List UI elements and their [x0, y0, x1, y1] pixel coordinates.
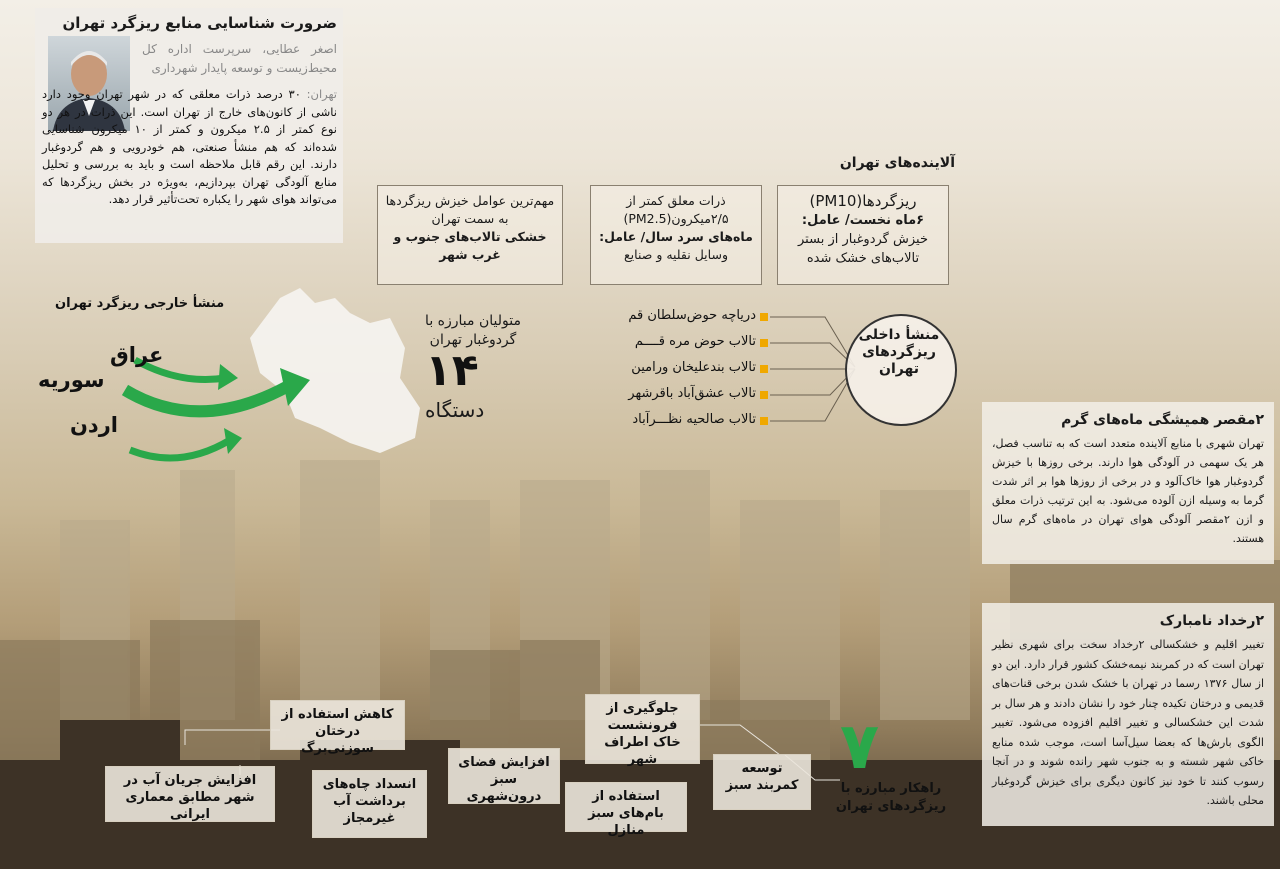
events-body: تغییر اقلیم و خشکسالی ۲رخداد سخت برای شهری نظیر تهران است که در کمربند نیمه‌خشک کشور قرار دارد. این دو از سال ۱۳۷۶ رسما در تهران با خشک شدن برخی قنات‌های قدیمی و درختان تکیده چنار خود را نشان دادند و هر سال بر شدت این خشکسالی و تغییر اقلیم افزوده می‌شود. تغییر الگوی بارش‌ها که بعضا سیل‌آسا است، موجب شده منابع خاکی شهر شسته و به جنوب شهر رانده شوند و در آنجا رسوب کنند تا خود نیز کانون دیگری برای خیزش گردوغبار محلی باشند.	[992, 638, 1265, 807]
lake-marker	[760, 313, 768, 321]
pm10-title: ریزگردها(PM10)	[809, 192, 917, 210]
external-origin-heading: منشأ خارجی ریزگرد تهران	[55, 296, 225, 311]
interview-author: اصغر عطایی، سرپرست اداره کل محیط‌زیست و توسعه پایدار شهرداری	[142, 42, 337, 75]
pm25-line1: ذرات معلق کمتر از	[626, 193, 726, 208]
interview-body	[42, 86, 337, 209]
dust-causes-text: مهم‌ترین عوامل خیزش ریزگردها به سمت تهران	[385, 193, 555, 226]
dust-causes-bold: خشکی تالاب‌های جنوب و غرب شهر	[393, 229, 547, 262]
pollutant-box-pm25	[590, 185, 762, 285]
lake-item-4: تالاب عشق‌آباد باقرشهر	[628, 386, 756, 401]
lake-marker	[760, 417, 768, 425]
interview-title: ضرورت شناسایی منابع ریزگرد تهران	[62, 14, 337, 32]
solution-water-flow: افزایش جریان آب در شهر مطابق معماری ایرانی	[105, 766, 275, 822]
solution-green-roofs: استفاده از بام‌های سبز منازل	[565, 782, 687, 832]
pm25-season: ماه‌های سرد سال/ عامل:	[599, 229, 753, 244]
events-title: ۲رخداد نامبارک	[1159, 613, 1264, 629]
pm10-cause: خیزش گردوغبار از بستر تالاب‌های خشک شده	[798, 232, 928, 266]
season-body: تهران شهری با منابع آلاینده متعدد است که به تناسب فصل، هر یک سهمی در آلودگی هوا دارند. برخی روزها با خیزش گردوغبار هوا خاک‌آلود و در برخی از روزها هوا بر اثر شدت گرما به وسیله ازن آلوده می‌شود. به این ترتیب ذرات معلق و ازن ۲مقصر آلودگی هوای تهران در ماه‌های گرم سال هستند.	[992, 437, 1264, 545]
season-panel	[982, 402, 1274, 564]
lake-item-2: تالاب حوض مره قــــم	[634, 334, 756, 349]
lake-item-1: دریاچه حوض‌سلطان قم	[628, 308, 756, 323]
solutions-count: ۷	[840, 710, 880, 784]
lake-item-5: تالاب صالحیه نظـــرآباد	[632, 412, 756, 427]
pm10-season: ۶ماه نخست/ عامل:	[801, 213, 925, 228]
pollutants-heading: آلاینده‌های تهران	[839, 155, 955, 171]
lake-marker	[760, 391, 768, 399]
solution-green-belt: توسعه کمربند سبز	[713, 754, 811, 810]
solution-urban-green: افزایش فضای سبز درون‌شهری	[448, 748, 560, 804]
country-jordan: اردن	[70, 413, 118, 437]
interview-panel	[35, 8, 343, 243]
agencies-count: ۱۴	[425, 345, 479, 396]
country-syria: سوریه	[38, 368, 105, 392]
pollutant-box-pm10	[777, 185, 949, 285]
solution-illegal-wells: انسداد چاه‌های برداشت آب غیرمجاز	[312, 770, 427, 838]
lake-item-3: تالاب بندعلیخان ورامین	[631, 360, 756, 375]
season-title: ۲مقصر همیشگی ماه‌های گرم	[1061, 412, 1264, 428]
solution-subsidence: جلوگیری از فرونشست خاک اطراف شهر	[585, 694, 700, 764]
lake-marker	[760, 339, 768, 347]
dust-causes-box	[377, 185, 563, 285]
interview-text: ۳۰ درصد ذرات معلقی که در شهر تهران وجود دارد ناشی از کانون‌های خارج از تهران است. این ذرات در هر دو نوع کمتر از ۲.۵ میکرون و کمتر از ۱۰ میکرون شناسایی شده‌اند که هم منشأ صنعتی، هم خودرویی و هم گردوغبار دارند. این رقم قابل ملاحظه است و باید به بررسی و تحلیل منابع آلودگی تهران بپردازیم، به‌ویژه در بخش ریزگردها که می‌تواند هوای شهر را یکباره تحت‌تأثیر قرار دهد.	[42, 87, 337, 206]
lake-marker	[760, 365, 768, 373]
pm25-line2: ۲/۵میکرون(PM2.5)	[623, 211, 729, 226]
events-panel	[982, 603, 1274, 826]
solution-conifers: کاهش استفاده از درختان سوزنی‌برگ	[270, 700, 405, 750]
pm25-cause: وسایل نقلیه و صنایع	[624, 247, 728, 262]
solutions-label: راهکار مبارزه با ریزگردهای تهران	[835, 781, 947, 814]
agencies-label: متولیان مبارزه با گردوغبار تهران	[425, 313, 521, 348]
domestic-origin-title: منشأ داخلی ریزگردهای تهران	[858, 327, 940, 377]
country-iraq: عراق	[110, 343, 164, 367]
agencies-unit: دستگاه	[425, 398, 485, 422]
interview-lead: تهران:	[306, 87, 338, 101]
